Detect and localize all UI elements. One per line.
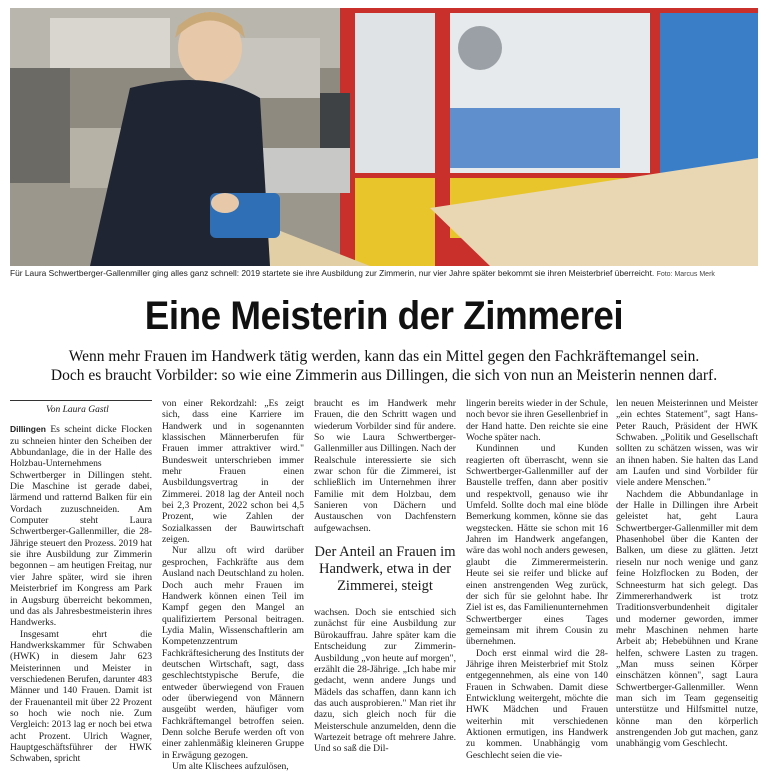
article-body xyxy=(10,398,758,772)
pull-quote: Der Anteil an Frauen im Handwerk, etwa in der Zimmerei, steigt xyxy=(314,544,456,595)
column-5 xyxy=(616,398,758,750)
paragraph: braucht es im Handwerk mehr Frauen, die den Schritt wagen und wiederum Vorbilder sind für andere. So wie Laura Schwertberger-Gallenmiller aus Dillingen. Nach der Realschule interessierte sie sich zwar schon für die Zimmerei, ist schließlich im Unternehmen ihrer Familie mit dem Holzbau, dem Sanieren von Dächern und Austauschen von Dachfenstern aufgewachsen. xyxy=(314,398,456,534)
paragraph: Kundinnen und Kunden reagierten oft überrascht, wenn sie Schwertberger-Gallenmiller auf der Baustelle treffen, dann aber positiv und respektvoll, genauso wie ihr Umfeld. Sollte doch mal eine blöde Bemerkung kommen, könne sie das wegstecken. Hätte sie schon mit 16 Jahren im Handwerk angefangen, wäre das wohl noch anders gewesen, glaubt die Zimmerermeisterin. Heute sei sie reifer und blicke auf einen anstrengenden Weg zurück, der sich für sie gelohnt habe. Ihr Ziel ist es, das Familienunternehmen Schwertberger eines Tages gemeinsam mit ihrem Cousin zu übernehmen. xyxy=(466,443,608,648)
author-byline: Von Laura Gastl xyxy=(10,400,152,424)
paragraph-text: Es scheint dicke Flocken zu schneien hinter den Scheiben der Abbundanlage, die in der Halle des Holzbau-Unternehmens Schwertberger in Dillingen steht. Die Maschine ist gerade dabei, lärmend und ratternd Balken für ein Vordach zuzuschneiden. Am Computer steht Laura Schwertberger-Gallenmiller, die 28-Jährige steuert den Prozess. 2019 hat sie ihre Ausbildung zur Zimmerin begonnen – am heutigen Freitag, nur vier Jahre später, wird sie ihren Meisterbrief im Kongress am Park in Augsburg überreicht bekommen, und das als Jahresbestmeisterin ihres Handwerks. xyxy=(10,424,152,629)
paragraph: len neuen Meisterinnen und Meister „ein echtes Statement", sagt Hans-Peter Rauch, Präsident der HWK Schwaben. „Politik und Gesellschaft sollten zu schätzen wissen, was wir an ihnen haben. Sie halten das Land am Laufen und sind Vorbilder für viele andere Menschen." xyxy=(616,398,758,489)
paragraph: Nur allzu oft wird darüber gesprochen, Fachkräfte aus dem Ausland nach Deutschland zu holen. Doch auch mehr Frauen im Handwerk können einen Teil im Kampf gegen den Mangel an qualifiziertem Personal beitragen. Lydia Malin, Wissenschaftlerin am Kompetenzzentrum Fachkräftesicherung des Instituts der deutschen Wirtschaft, sagt, dass geschlechtstypische Berufe, die entweder überwiegend von Frauen oder überwiegend von Männern ausgeübt werden, häufiger vom Fachkräftemangel betroffen seien. Denn solche Berufe werden oft von einer zahlenmäßig kleineren Gruppe in Erwägung gezogen. xyxy=(162,545,304,761)
caption-text: Für Laura Schwertberger-Gallenmiller ging alles ganz schnell: 2019 startete sie ihre Ausbildung zur Zimmerin, nur vier Jahre später bekommt sie ihren Meisterbrief überreicht. xyxy=(10,268,655,278)
photo-caption xyxy=(10,268,758,278)
paragraph: wachsen. Doch sie entschied sich zunächst für eine Ausbildung zur Bürokauffrau. Jahre später kam die Entscheidung zur Zimmerin-Ausbildung „von heute auf morgen", erzählt die 28-Jährige. „Ich habe mir gedacht, wenn andere Jungs und Mädels das schaffen, dann kann ich das auch ausprobieren." Man riet ihr dazu, sich gleich noch für die Meisterschule anzumelden, denn die Wartezeit betrage oft mehrere Jahre. Und so saß die Dil- xyxy=(314,607,456,755)
column-3 xyxy=(314,398,456,755)
deck-line-2: Doch es braucht Vorbilder: so wie eine Zimmerin aus Dillingen, die sich von nun an Meisterin nennen darf. xyxy=(50,367,718,384)
deck xyxy=(20,347,748,385)
paragraph: Insgesamt ehrt die Handwerkskammer für Schwaben (HWK) in diesem Jahr 623 Meisterinnen und Meister in verschiedenen Berufen, darunter 483 Männer und 140 Frauen. Damit ist der Frauenanteil mit über 22 Prozent so hoch wie noch nie. Zum Vergleich: 2013 lag er noch bei etwa acht Prozent. Ulrich Wagner, Hauptgeschäftsführer der HWK Schwaben, spricht xyxy=(10,628,152,765)
column-1 xyxy=(10,398,152,765)
workshop-photo-illustration xyxy=(10,8,758,266)
paragraph: lingerin bereits wieder in der Schule, noch bevor sie ihren Gesellenbrief in der Hand hatte. Den reichte sie eine Woche später nach. xyxy=(466,398,608,444)
paragraph: Doch erst einmal wird die 28-Jährige ihren Meisterbrief mit Stolz entgegennehmen, als eine von 140 Frauen in Schwaben. Damit diese Entwicklung weitergeht, möchte die HWK Mädchen und Frauen weiterhin mit verschiedenen Aktionen ermutigen, ins Handwerk zu kommen. Unabhängig vom Geschlecht seien die vie- xyxy=(466,647,608,761)
paragraph: Um alte Klischees aufzulösen, xyxy=(172,761,289,772)
headline: Eine Meisterin der Zimmerei xyxy=(144,294,624,338)
column-4 xyxy=(466,398,608,761)
article-photo xyxy=(10,8,758,266)
paragraph: von einer Rekordzahl: „Es zeigt sich, dass eine Karriere im Handwerk und in sogenannten klassischen Männerberufen für Frauen immer attraktiver wird." Bundesweit unterschrieben immer mehr Frauen einen Ausbildungsvertrag in der Zimmerei. 2018 lag der Anteil noch bei 2,3 Prozent, 2022 schon bei 4,5 Prozent, wie Zahlen der Sozialkassen der Bauwirtschaft zeigen. xyxy=(162,398,304,546)
column-2 xyxy=(162,398,304,772)
deck-line-1: Wenn mehr Frauen im Handwerk tätig werden, kann das ein Mittel gegen den Fachkräftemangel sein. xyxy=(68,348,700,365)
dateline: Dillingen xyxy=(10,424,46,435)
photo-credit: Foto: Marcus Merk xyxy=(656,271,715,278)
paragraph: Nachdem die Abbundanlage in der Halle in Dillingen ihre Arbeit geleistet hat, geht Laura Schwertberger-Gallenmiller mit dem Phasenhobel über die Kanten der Balken, um diese zu glätten. Jetzt rieseln nur noch wenige und ganz feine Holzflocken zu Boden, der Schneesturm hat sich gelegt. Das Zimmererhandwerk ist trotz Traditionsverbundenheit digitaler und moderner geworden, immer mehr Maschinen nehmen harte Arbeit ab; Hebebühnen und Krane helfen, schwere Lasten zu tragen. „Man muss seinen Körper einschätzen können", sagt Laura Schwertberger-Gallenmiller. Wenn man sich im Team gegenseitig unterstütze und Hilfsmittel nutze, könne man den körperlich anstrengenden Job gut machen, ganz unabhängig vom Geschlecht. xyxy=(616,488,758,750)
paragraph xyxy=(10,424,152,628)
